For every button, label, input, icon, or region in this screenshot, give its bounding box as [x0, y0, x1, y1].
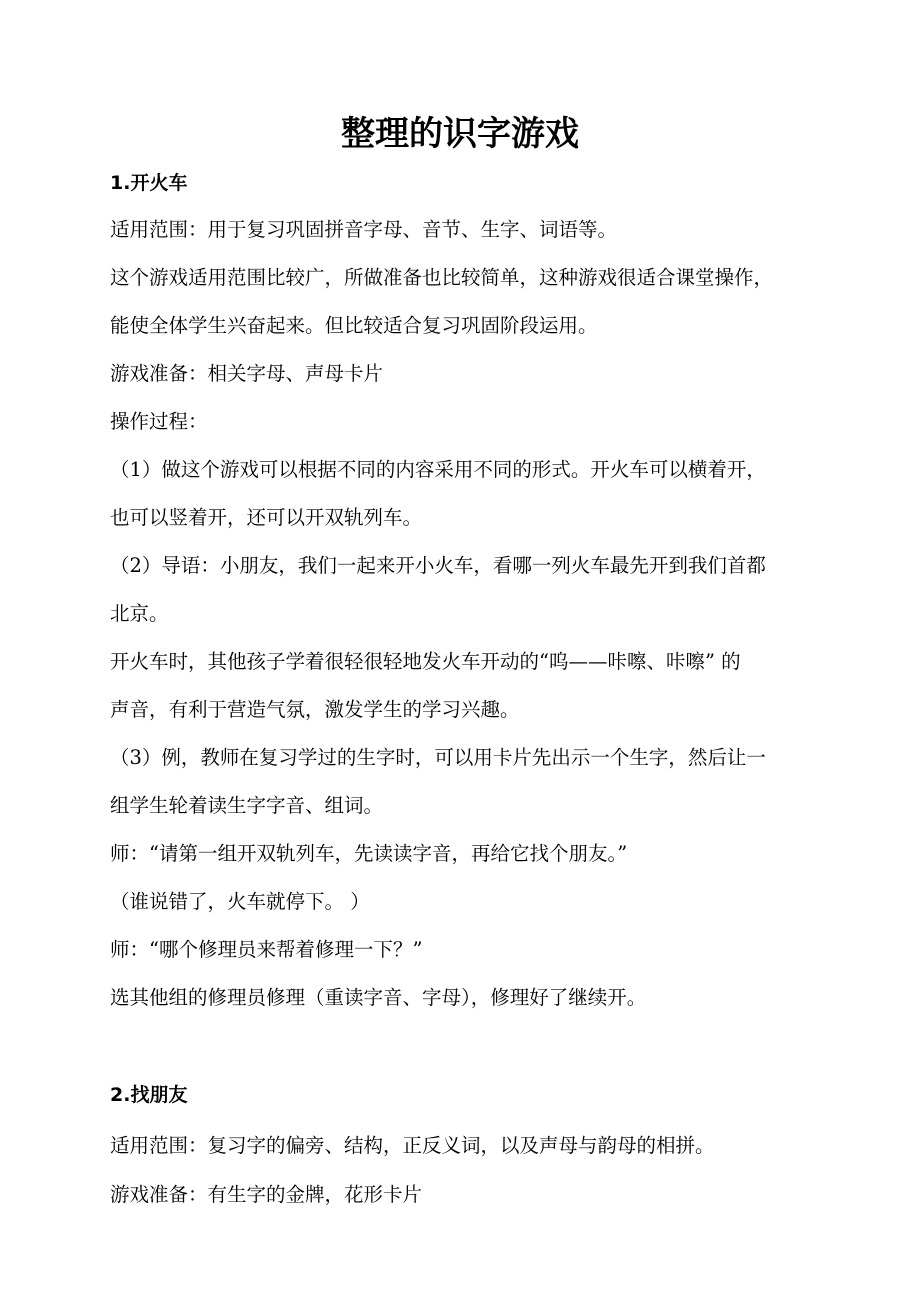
section-heading-zhao-peng-you: 2.找朋友: [110, 1084, 188, 1106]
paragraph-line: （谁说错了，火车就停下。 ）: [110, 890, 370, 913]
paragraph-line: （1）做这个游戏可以根据不同的内容采用不同的形式。开火车可以横着开，: [110, 458, 766, 481]
paragraph-line: 能使全体学生兴奋起来。但比较适合复习巩固阶段运用。: [110, 314, 598, 337]
section-heading-kai-huo-che: 1.开火车: [110, 172, 188, 194]
paragraph-line: 操作过程：: [110, 410, 208, 433]
paragraph-line: 北京。: [110, 602, 169, 625]
paragraph-line: 这个游戏适用范围比较广，所做准备也比较简单，这种游戏很适合课堂操作，: [110, 266, 774, 289]
paragraph-line: 游戏准备：相关字母、声母卡片: [110, 362, 384, 385]
document-title: 整理的识字游戏: [341, 114, 579, 154]
paragraph-line: 选其他组的修理员修理（重读字音、字母），修理好了继续开。: [110, 986, 647, 1009]
paragraph-line: 师：“哪个修理员来帮着修理一下？”: [110, 938, 423, 961]
paragraph-line: （3）例，教师在复习学过的生字时，可以用卡片先出示一个生字，然后让一: [110, 746, 766, 769]
paragraph-line: 适用范围：复习字的偏旁、结构，正反义词，以及声母与韵母的相拼。: [110, 1134, 715, 1157]
paragraph-line: 开火车时，其他孩子学着很轻很轻地发火车开动的“呜——咔嚓、咔嚓” 的: [110, 650, 741, 673]
paragraph-line: 也可以竖着开，还可以开双轨列车。: [110, 506, 423, 529]
paragraph-line: 声音，有利于营造气氛，激发学生的学习兴趣。: [110, 698, 520, 721]
paragraph-line: 组学生轮着读生字字音、组词。: [110, 794, 384, 817]
paragraph-line: 师：“请第一组开双轨列车，先读读字音，再给它找个朋友。”: [110, 842, 628, 865]
paragraph-line: 游戏准备：有生字的金牌，花形卡片: [110, 1183, 423, 1206]
paragraph-line: 适用范围：用于复习巩固拼音字母、音节、生字、词语等。: [110, 218, 618, 241]
paragraph-line: （2）导语：小朋友，我们一起来开小火车，看哪一列火车最先开到我们首都: [110, 554, 766, 577]
